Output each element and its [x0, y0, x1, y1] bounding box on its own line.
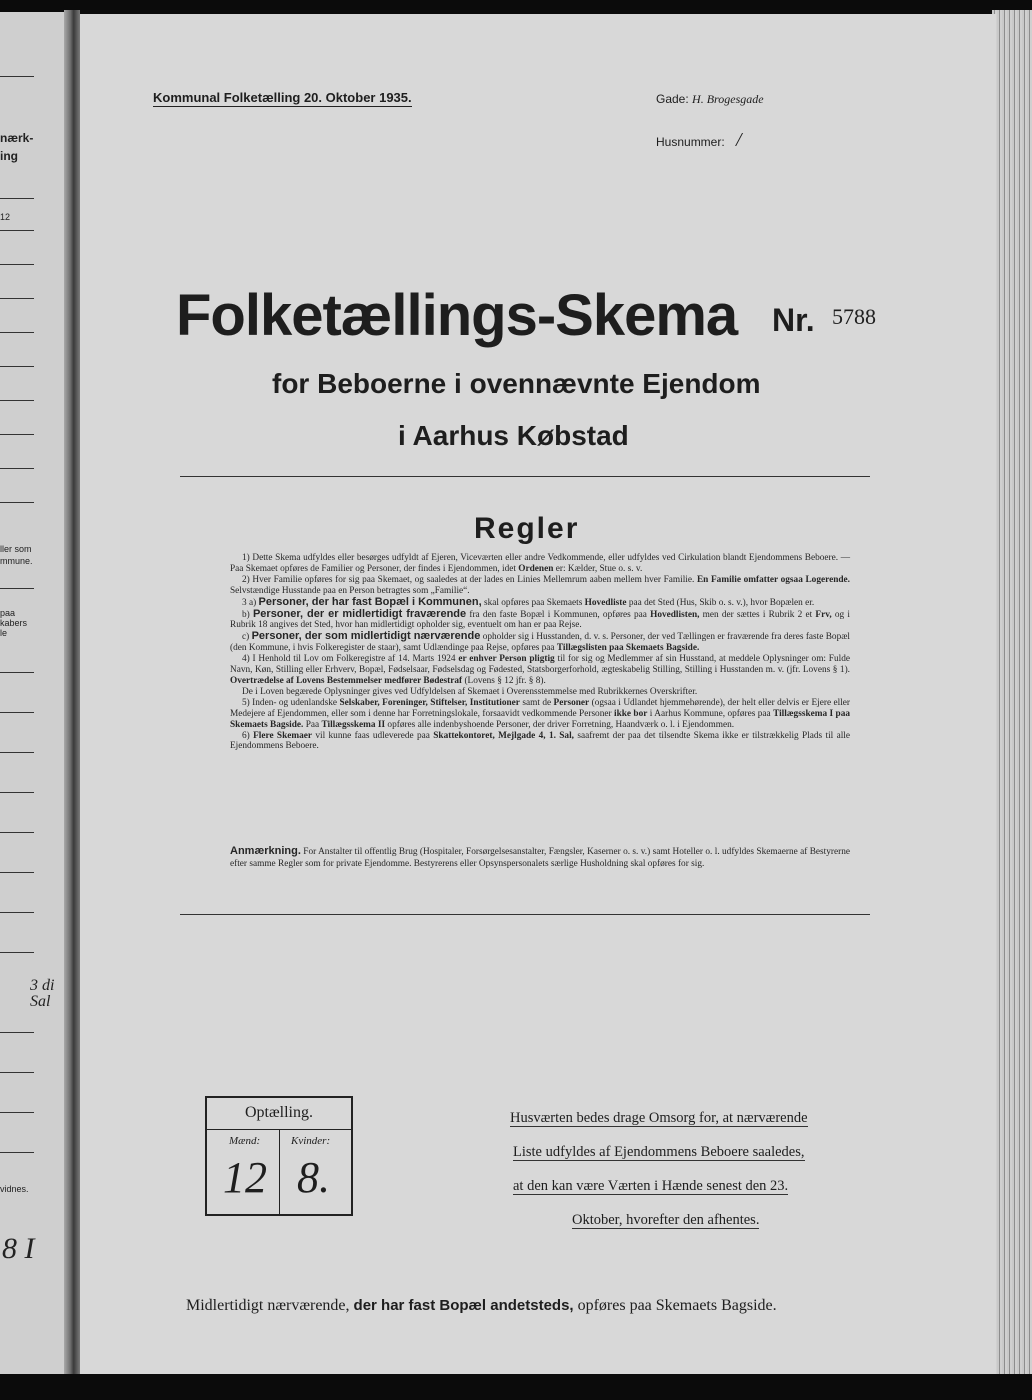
book-gutter: [64, 10, 80, 1376]
notice-line: at den kan være Værten i Hænde senest den 23.: [513, 1178, 789, 1194]
left-page-rule: [0, 76, 34, 77]
left-page-handwriting: 8 I: [2, 1232, 35, 1265]
left-page-text: kabers: [0, 618, 28, 628]
form-subtitle: for Beboerne i ovennævnte Ejendom: [272, 368, 761, 399]
rule-5: 5) Inden- og udenlandske Selskaber, Foreninger, Stiftelser, Institutioner samt de Personer (ogsaa i Udlandet hjemmehørende), der helt eller delvis er Ejere eller Medejere af Ejendommen, eller som i denne har Forretningslokale, forsaavidt vedkommende Personer ikke bor i Aarhus Kommune, opføres paa Tillægsskema I paa Skemaets Bagside. Paa Tillægsskema II opføres alle indenbyshoende Personer, der driver Forretning, Haandværk o. l. i Ejendommen.: [230, 697, 851, 730]
form-subtitle-city: i Aarhus Købstad: [398, 420, 629, 451]
left-page-handwriting: 3 di Sal: [30, 977, 55, 1010]
left-page-rule: [0, 400, 34, 401]
rule-4-note: De i Loven begærede Oplysninger gives ved Udfyldelsen af Skemaet i Overensstemmelse med Rubrikkernes Overskrifter.: [242, 686, 698, 697]
form-number-value: 5788: [832, 304, 876, 329]
rule-6: 6) Flere Skemaer vil kunne faas udleverede paa Skattekontoret, Mejlgade 4, 1. Sal, saafremt der paa det tilsendte Skema ikke er tilstrækkelig Plads til alle Ejendommens Beboere.: [230, 730, 851, 752]
left-page-rule: [0, 468, 34, 469]
left-page-rule: [0, 832, 34, 833]
notice-line: Husværten bedes drage Omsorg for, at nærværende: [510, 1110, 808, 1126]
count-box-divider: [279, 1129, 280, 1214]
footer-text: Midlertidigt nærværende,: [186, 1297, 350, 1314]
left-page-rule: [0, 872, 34, 873]
form-title: Folketællings-Skema: [176, 283, 738, 348]
women-label: Kvinder:: [291, 1135, 331, 1147]
landlord-notice: [510, 1101, 850, 1237]
women-count: 8.: [297, 1153, 330, 1202]
left-page-text: le: [0, 628, 8, 638]
left-page-text: vidnes.: [0, 1184, 29, 1194]
left-page-rule: [0, 198, 34, 199]
rule-3b: b) Personer, der er midlertidigt fraværende fra den faste Bopæl i Kommunen, opføres paa Hovedlisten, men der sættes i Rubrik 2 et Frv, og i Rubrik 18 angives det Sted, hvor han midlertidigt opholder sig, eventuelt om han er paa Rejse.: [230, 607, 850, 631]
left-page-rule: [0, 952, 34, 953]
rules-text: [230, 553, 850, 752]
left-page-rule: [0, 912, 34, 913]
left-page-rule: [0, 298, 34, 299]
divider: [180, 914, 870, 915]
left-page-text: ller som: [0, 544, 32, 554]
left-page-rule: [0, 332, 34, 333]
men-count: 12: [223, 1153, 267, 1202]
rule-1: 1) Dette Skema udfyldes eller besørges udfyldt af Ejeren, Viceværten eller andre Vedkommende, eller udfyldes ved Cirkulation blandt Ejendommens Beboere. — Paa Skemaet opføres de Familier og Personer, der findes i Ejendommen, idet Ordenen er: Kælder, Stue o. s. v.: [230, 553, 850, 574]
left-page-rule: [0, 264, 34, 265]
rule-2: 2) Hver Familie opføres for sig paa Skemaet, og saaledes at der lades en Linies Mellemrum aaben mellem hver Familie. En Familie omfatter ogsaa Logerende. Selvstændige Husstande paa en Person betragtes som „Familie“.: [230, 574, 850, 596]
men-label: Mænd:: [229, 1135, 261, 1147]
left-page-text: mmune.: [0, 556, 33, 566]
rules-heading: Regler: [474, 512, 580, 545]
left-page-text: paa: [0, 608, 16, 618]
left-page-rule: [0, 230, 34, 231]
left-page-rule: [0, 1032, 34, 1033]
house-number-value: /: [736, 129, 742, 151]
rule-4: 4) I Henhold til Lov om Folkeregistre af 14. Marts 1924 er enhver Person pligtig til for sig og Medlemmer af sin Husstand, at meddele Oplysninger om: Fulde Navn, Køn, Stilling eller Erhverv, Bopæl, Fødselsaar, Fødselsdag og Fødested, Statsborgerforhold, ægteskabelig Stilling, Stilling i Husstanden m. v. (jfr. Lovens § 1). Overtrædelse af Lovens Bestemmelser medfører Bødestraf (Lovens § 12 jfr. § 8).: [230, 654, 850, 686]
remark-text: For Anstalter til offentlig Brug (Hospitaler, Forsørgelsesanstalter, Fængsler, Kaserner o. s. v.) samt Hoteller o. l. udfyldes Skemaerne af Bestyrerne efter samme Regler som for private Ejendomme. Bestyrerens eller Opsynspersonalets særlige Husholdning skal opføres for sig.: [230, 847, 850, 869]
remark: [230, 846, 850, 870]
left-page-rule: [0, 672, 34, 673]
remark-heading: Anmærkning.: [230, 845, 301, 857]
notice-line: Liste udfyldes af Ejendommens Beboere saaledes,: [513, 1144, 805, 1160]
left-page-rule: [0, 366, 34, 367]
left-page-rule: [0, 588, 34, 589]
divider: [180, 476, 870, 477]
left-page-text: nærk-: [0, 131, 34, 145]
left-page-rule: [0, 712, 34, 713]
left-page-fragment: [0, 12, 66, 1374]
street-value: H. Brogesgade: [692, 92, 764, 106]
left-page-rule: [0, 1152, 34, 1153]
notice-line: Oktober, hvorefter den afhentes.: [572, 1212, 760, 1228]
footer-note: [186, 1297, 777, 1315]
scan-frame-top: [0, 0, 1032, 14]
scan-frame-bottom: [0, 1374, 1032, 1400]
rule-3a: 3 a) Personer, der har fast Bopæl i Kommunen, skal opføres paa Skemaets Hovedliste paa det Sted (Hus, Skib o. s. v.), hvor Bopælen er.: [242, 595, 815, 608]
footer-text: opføres paa Skemaets Bagside.: [577, 1297, 777, 1314]
count-title: Optælling.: [244, 1104, 313, 1121]
census-heading: Kommunal Folketælling 20. Oktober 1935.: [153, 90, 412, 105]
left-page-rule: [0, 792, 34, 793]
house-number-field: [656, 129, 742, 152]
left-page-rule: [0, 1072, 34, 1073]
left-page-rule: [0, 434, 34, 435]
form-number-label: Nr.: [772, 302, 815, 338]
street-label: Gade:: [656, 92, 689, 106]
street-field: [656, 92, 764, 107]
footer-text-bold: der har fast Bopæl andetsteds,: [353, 1297, 574, 1314]
house-number-label: Husnummer:: [656, 135, 725, 149]
page-edges: [992, 10, 1032, 1380]
rule-3c: c) Personer, der som midlertidigt nærværende opholder sig i Husstanden, d. v. s. Personer, der ved Tællingen er fraværende fra deres faste Bopæl (den Kommune, i hvis Folkeregister de staar), samt Udlændinge paa Rejse, opføres paa Tillægslisten paa Skemaets Bagside.: [230, 630, 851, 654]
left-page-rule: [0, 1112, 34, 1113]
left-page-text: 12: [0, 212, 11, 222]
left-page-rule: [0, 752, 34, 753]
count-box: [205, 1096, 353, 1216]
left-page-rule: [0, 502, 34, 503]
left-page-text: ing: [0, 149, 18, 163]
